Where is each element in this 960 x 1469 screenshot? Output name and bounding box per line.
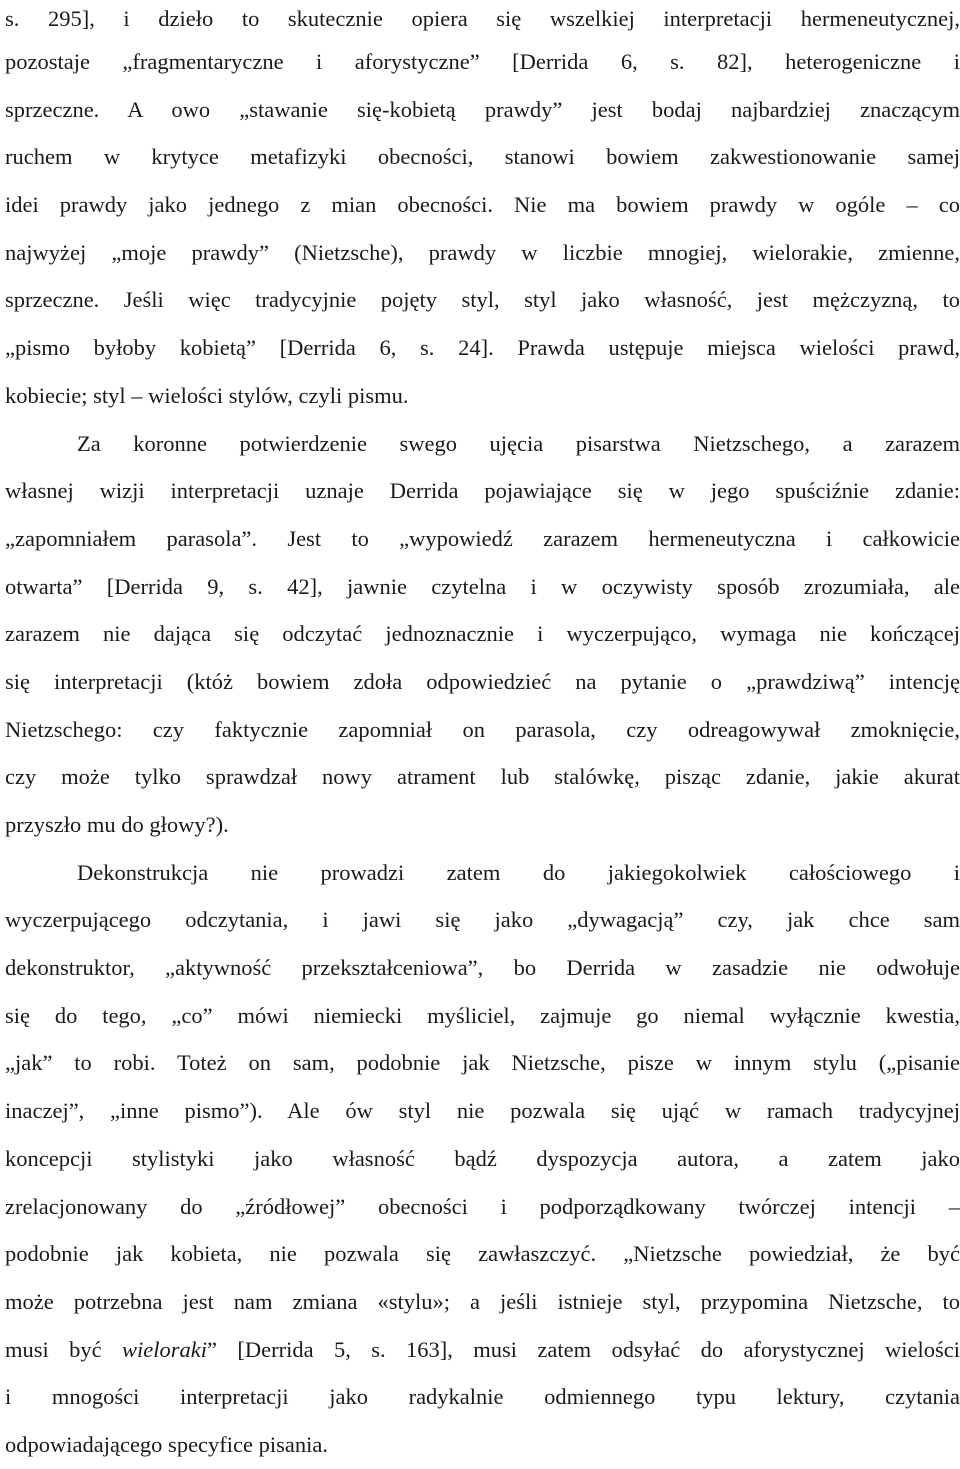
text-line: zrelacjonowany do „źródłowej” obecności i podporządkowany twórczej intencji – — [5, 1193, 960, 1219]
text-segment: musi być — [5, 1336, 123, 1362]
text-line: się do tego, „co” mówi niemiecki myśliciel, zajmuje go niemal wyłącznie kwestia, — [5, 1002, 960, 1028]
text-line: najwyżej „moje prawdy” (Nietzsche), prawdy w liczbie mnogiej, wielorakie, zmienne, — [5, 239, 960, 265]
text-line: „zapomniałem parasola”. Jest to „wypowiedź zarazem hermeneutyczna i całkowicie — [5, 525, 960, 551]
text-line: „jak” to robi. Toteż on sam, podobnie jak Nietzsche, pisze w innym stylu („pisanie — [5, 1050, 960, 1076]
text-line: własnej wizji interpretacji uznaje Derrida pojawiające się w jego spuściźnie zdanie: — [5, 478, 960, 504]
text-line: kobiecie; styl – wielości stylów, czyli pismu. — [5, 382, 409, 408]
text-line: s. 295], i dzieło to skutecznie opiera się wszelkiej interpretacji hermeneutycznej, — [5, 6, 960, 31]
text-line: ruchem w krytyce metafizyki obecności, stanowi bowiem zakwestionowanie samej — [5, 144, 960, 170]
text-line: i mnogości interpretacji jako radykalnie odmiennego typu lektury, czytania — [5, 1384, 960, 1410]
text-line: czy może tylko sprawdzał nowy atrament lub stalówkę, pisząc zdanie, jakie akurat — [5, 764, 960, 790]
text-line: otwarta” [Derrida 9, s. 42], jawnie czytelna i w oczywisty sposób zrozumiała, ale — [5, 573, 960, 599]
text-line: koncepcji stylistyki jako własność bądź dyspozycja autora, a zatem jako — [5, 1145, 960, 1171]
document-page — [5, 0, 960, 1469]
text-line: przyszło mu do głowy?). — [5, 812, 229, 837]
text-line: Nietzschego: czy faktycznie zapomniał on parasola, czy odreagowywał zmoknięcie, — [5, 716, 960, 742]
text-line: się interpretacji (któż bowiem zdoła odpowiedzieć na pytanie o „prawdziwą” intencję — [5, 668, 960, 694]
text-line: pozostaje „fragmentaryczne i aforystyczne” [Derrida 6, s. 82], heterogeniczne i — [5, 49, 960, 74]
text-line: odpowiadającego specyfice pisania. — [5, 1431, 328, 1457]
text-line: dekonstruktor, „aktywność przekształceniowa”, bo Derrida w zasadzie nie odwołuje — [5, 955, 960, 981]
paragraph-first-line: Dekonstrukcja nie prowadzi zatem do jakiegokolwiek całościowego i — [77, 859, 960, 885]
italic-word: wieloraki — [122, 1336, 208, 1362]
paragraph-first-line: Za koronne potwierdzenie swego ujęcia pisarstwa Nietzschego, a zarazem — [77, 430, 960, 456]
text-line: wyczerpującego odczytania, i jawi się jako „dywagacją” czy, jak chce sam — [5, 907, 960, 933]
text-line: podobnie jak kobieta, nie pozwala się zawłaszczyć. „Nietzsche powiedział, że być — [5, 1241, 960, 1267]
text-line: może potrzebna jest nam zmiana «stylu»; a jeśli istnieje styl, przypomina Nietzsche, to — [5, 1288, 960, 1314]
text-line: idei prawdy jako jednego z mian obecności. Nie ma bowiem prawdy w ogóle – co — [5, 192, 960, 218]
text-line: sprzeczne. A owo „stawanie się-kobietą prawdy” jest bodaj najbardziej znaczącym — [5, 96, 960, 122]
text-line: „pismo byłoby kobietą” [Derrida 6, s. 24]. Prawda ustępuje miejsca wielości prawd, — [5, 335, 960, 361]
text-line: zarazem nie dająca się odczytać jednoznacznie i wyczerpująco, wymaga nie kończącej — [5, 621, 960, 647]
text-line: sprzeczne. Jeśli więc tradycyjnie pojęty styl, styl jako własność, jest mężczyzną, to — [5, 287, 960, 313]
text-segment: ” [Derrida 5, s. 163], musi zatem odsyłać do aforystycznej wielości — [207, 1336, 960, 1362]
text-line: inaczej”, „inne pismo”). Ale ów styl nie pozwala się ująć w ramach tradycyjnej — [5, 1098, 960, 1124]
text-line-with-italic — [5, 1326, 960, 1374]
